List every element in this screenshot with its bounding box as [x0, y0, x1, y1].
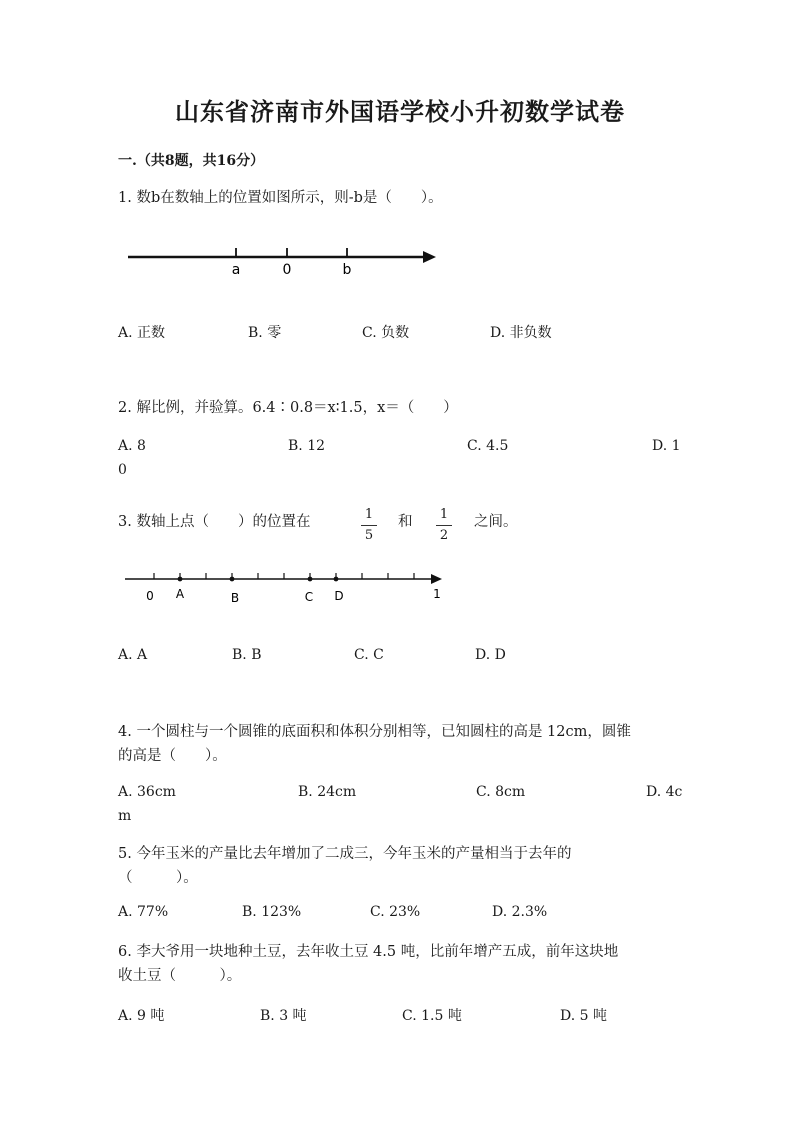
q1-option-c[interactable]: C. 负数 [362, 325, 410, 341]
q4-option-d-wrap: m [118, 808, 132, 824]
q3-label-c: C [304, 590, 314, 604]
q3-stem-end: 之间。 [474, 514, 518, 530]
q1-label-a: a [231, 262, 241, 278]
page-title: 山东省济南市外国语学校小升初数学试卷 [175, 97, 625, 126]
q4-option-d[interactable]: D. 4c [646, 784, 683, 800]
q3-label-d: D [334, 589, 344, 603]
question-2-stem: 2. 解比例，并验算。6.4∶0.8＝x∶1.5，x＝（ ） [118, 400, 458, 416]
q3-point-a [178, 577, 183, 582]
question-4-stem-line1: 4. 一个圆柱与一个圆锥的底面积和体积分别相等，已知圆柱的高是 12cm，圆锥 [118, 724, 631, 740]
q6-option-a[interactable]: A. 9 吨 [118, 1008, 165, 1024]
q4-option-a[interactable]: A. 36cm [118, 784, 176, 800]
q1-option-b[interactable]: B. 零 [248, 325, 282, 341]
q5-option-b[interactable]: B. 123% [242, 904, 302, 920]
q3-label-1: 1 [433, 587, 441, 601]
question-1-stem: 1. 数b在数轴上的位置如图所示，则-b是（ ）。 [118, 190, 443, 206]
q3-frac1-num: 1 [364, 507, 374, 522]
q3-label-a: A [175, 587, 185, 601]
q4-option-b[interactable]: B. 24cm [298, 784, 357, 800]
q1-number-line [120, 240, 450, 280]
q3-point-b [230, 577, 235, 582]
q3-frac1-den: 5 [364, 528, 374, 543]
q3-option-c[interactable]: C. C [354, 647, 384, 663]
q6-option-d[interactable]: D. 5 吨 [560, 1008, 607, 1024]
q2-option-b[interactable]: B. 12 [288, 438, 326, 454]
q2-option-d-wrap: 0 [118, 462, 127, 478]
q3-ticks [154, 573, 414, 579]
q1-option-a[interactable]: A. 正数 [118, 325, 166, 341]
q4-option-c[interactable]: C. 8cm [476, 784, 526, 800]
question-6-stem-line2: 收土豆（ ）。 [118, 968, 242, 984]
question-5-stem-line1: 5. 今年玉米的产量比去年增加了二成三，今年玉米的产量相当于去年的 [118, 846, 572, 862]
q6-option-b[interactable]: B. 3 吨 [260, 1008, 307, 1024]
q3-frac2-den: 2 [439, 528, 449, 543]
q2-option-a[interactable]: A. 8 [118, 438, 146, 454]
q3-label-0: 0 [146, 589, 154, 603]
q5-option-d[interactable]: D. 2.3% [492, 904, 548, 920]
question-6-stem-line1: 6. 李大爷用一块地种土豆，去年收土豆 4.5 吨，比前年增产五成，前年这块地 [118, 944, 619, 960]
q3-option-d[interactable]: D. D [475, 647, 506, 663]
q5-option-a[interactable]: A. 77% [118, 904, 169, 920]
q3-stem-and: 和 [398, 514, 413, 530]
question-5-stem-line2: （ ）。 [118, 870, 198, 886]
q6-option-c[interactable]: C. 1.5 吨 [402, 1008, 462, 1024]
q3-fraction-one-half [436, 508, 452, 543]
q3-fraction-one-fifth [361, 508, 377, 543]
q1-label-b: b [342, 262, 352, 278]
q2-option-c[interactable]: C. 4.5 [467, 438, 509, 454]
q3-option-a[interactable]: A. A [118, 647, 148, 663]
question-4-stem-line2: 的高是（ ）。 [118, 748, 227, 764]
question-3-stem: 3. 数轴上点（ ）的位置在 [118, 514, 311, 530]
q3-number-line [120, 570, 450, 610]
section-heading: 一.（共8题，共16分） [118, 153, 265, 169]
q3-frac2-num: 1 [439, 507, 449, 522]
q1-option-d[interactable]: D. 非负数 [490, 325, 552, 341]
q3-point-c [308, 577, 313, 582]
q3-option-b[interactable]: B. B [232, 647, 262, 663]
q3-label-b: B [230, 591, 240, 605]
q2-option-d[interactable]: D. 1 [652, 438, 681, 454]
q5-option-c[interactable]: C. 23% [370, 904, 421, 920]
q1-label-0: 0 [282, 262, 292, 278]
q3-point-d [334, 577, 339, 582]
